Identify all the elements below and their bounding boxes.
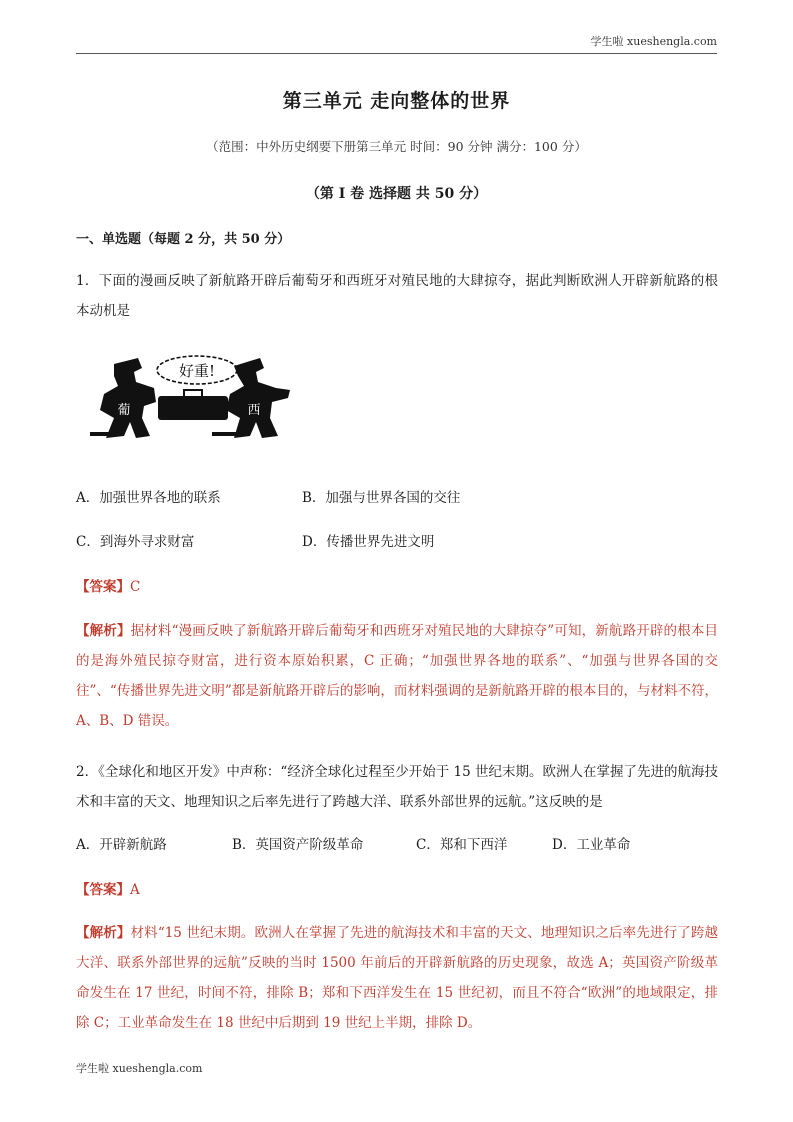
q1-stem: 1．下面的漫画反映了新航路开辟后葡萄牙和西班牙对殖民地的大肆掠夺，据此判断欧洲人开辟新航路的根本动机是 [76,273,718,319]
q2-stem: 2．《全球化和地区开发》中声称：“经济全球化过程至少开始于 15 世纪末期。欧洲人在掌握了先进的航海技术和丰富的天文、地理知识之后率先进行了跨越大洋、联系外部世界的远航。”这反映的是 [76,764,719,810]
q1-cartoon [84,348,302,444]
q1-answer-value: C [130,579,141,595]
q1-option-c: C．到海外寻求财富 [76,534,195,550]
page-title: 第三单元 走向整体的世界 [282,90,511,112]
cartoon-illustration [84,348,302,444]
q1-analysis-tag: 【解析】 [76,623,131,639]
section-heading: 一、单选题（每题 2 分，共 50 分） [76,232,291,247]
volume-heading: （第 I 卷 选择题 共 50 分） [305,186,488,202]
q2-answer [76,878,140,898]
q2-option-b: B．英国资产阶级革命 [232,837,364,853]
q2-option-a: A．开辟新航路 [76,837,167,853]
header-site: 学生啦 xueshengla.com [590,35,717,48]
q2-analysis-tag: 【解析】 [76,925,131,941]
q1-option-d: D．传播世界先进文明 [302,534,435,550]
q1-analysis [76,616,718,736]
q2-option-d: D．工业革命 [552,837,631,853]
cartoon-label-right: 西 [247,403,261,418]
q2-answer-value: A [130,882,140,898]
cartoon-label-left: 葡 [117,403,131,418]
footer-site: 学生啦 xueshengla.com [76,1062,203,1075]
q1-answer [76,575,140,595]
q2-answer-tag: 【答案】 [76,882,130,898]
q2-option-c: C．郑和下西洋 [416,837,508,853]
q2-analysis-text: 材料“15 世纪末期。欧洲人在掌握了先进的航海技术和丰富的天文、地理知识之后率先进行了跨越大洋、联系外部世界的远航”反映的当时 1500 年前后的开辟新航路的历史现象，故选 A；英国资产阶级革命发生在 17 世纪，时间不符，排除 B；郑和下西洋发生在 15 世纪初，而且不符合“欧洲”的地域限定，排除 C；工业革命发生在 18 世纪中后期到 19 世纪上半期，排除 D。 [76,925,718,1031]
exam-scope: （范围：中外历史纲要下册第三单元 时间：90 分钟 满分：100 分） [206,139,587,154]
q1-answer-tag: 【答案】 [76,579,130,595]
q1-analysis-text: 据材料“漫画反映了新航路开辟后葡萄牙和西班牙对殖民地的大肆掠夺”可知，新航路开辟的根本目的是海外殖民掠夺财富，进行资本原始积累，C 正确；“加强世界各地的联系”、“加强与世界各国的交往”、“传播世界先进文明”都是新航路开辟后的影响，而材料强调的是新航路开辟的根本目的，与材料不符，A、B、D 错误。 [76,623,719,729]
q2-analysis [76,918,718,1038]
q1-option-b: B．加强与世界各国的交往 [302,490,461,506]
cartoon-speech: 好重! [178,362,216,380]
q1-option-a: A．加强世界各地的联系 [76,490,221,506]
header-rule [76,53,717,54]
